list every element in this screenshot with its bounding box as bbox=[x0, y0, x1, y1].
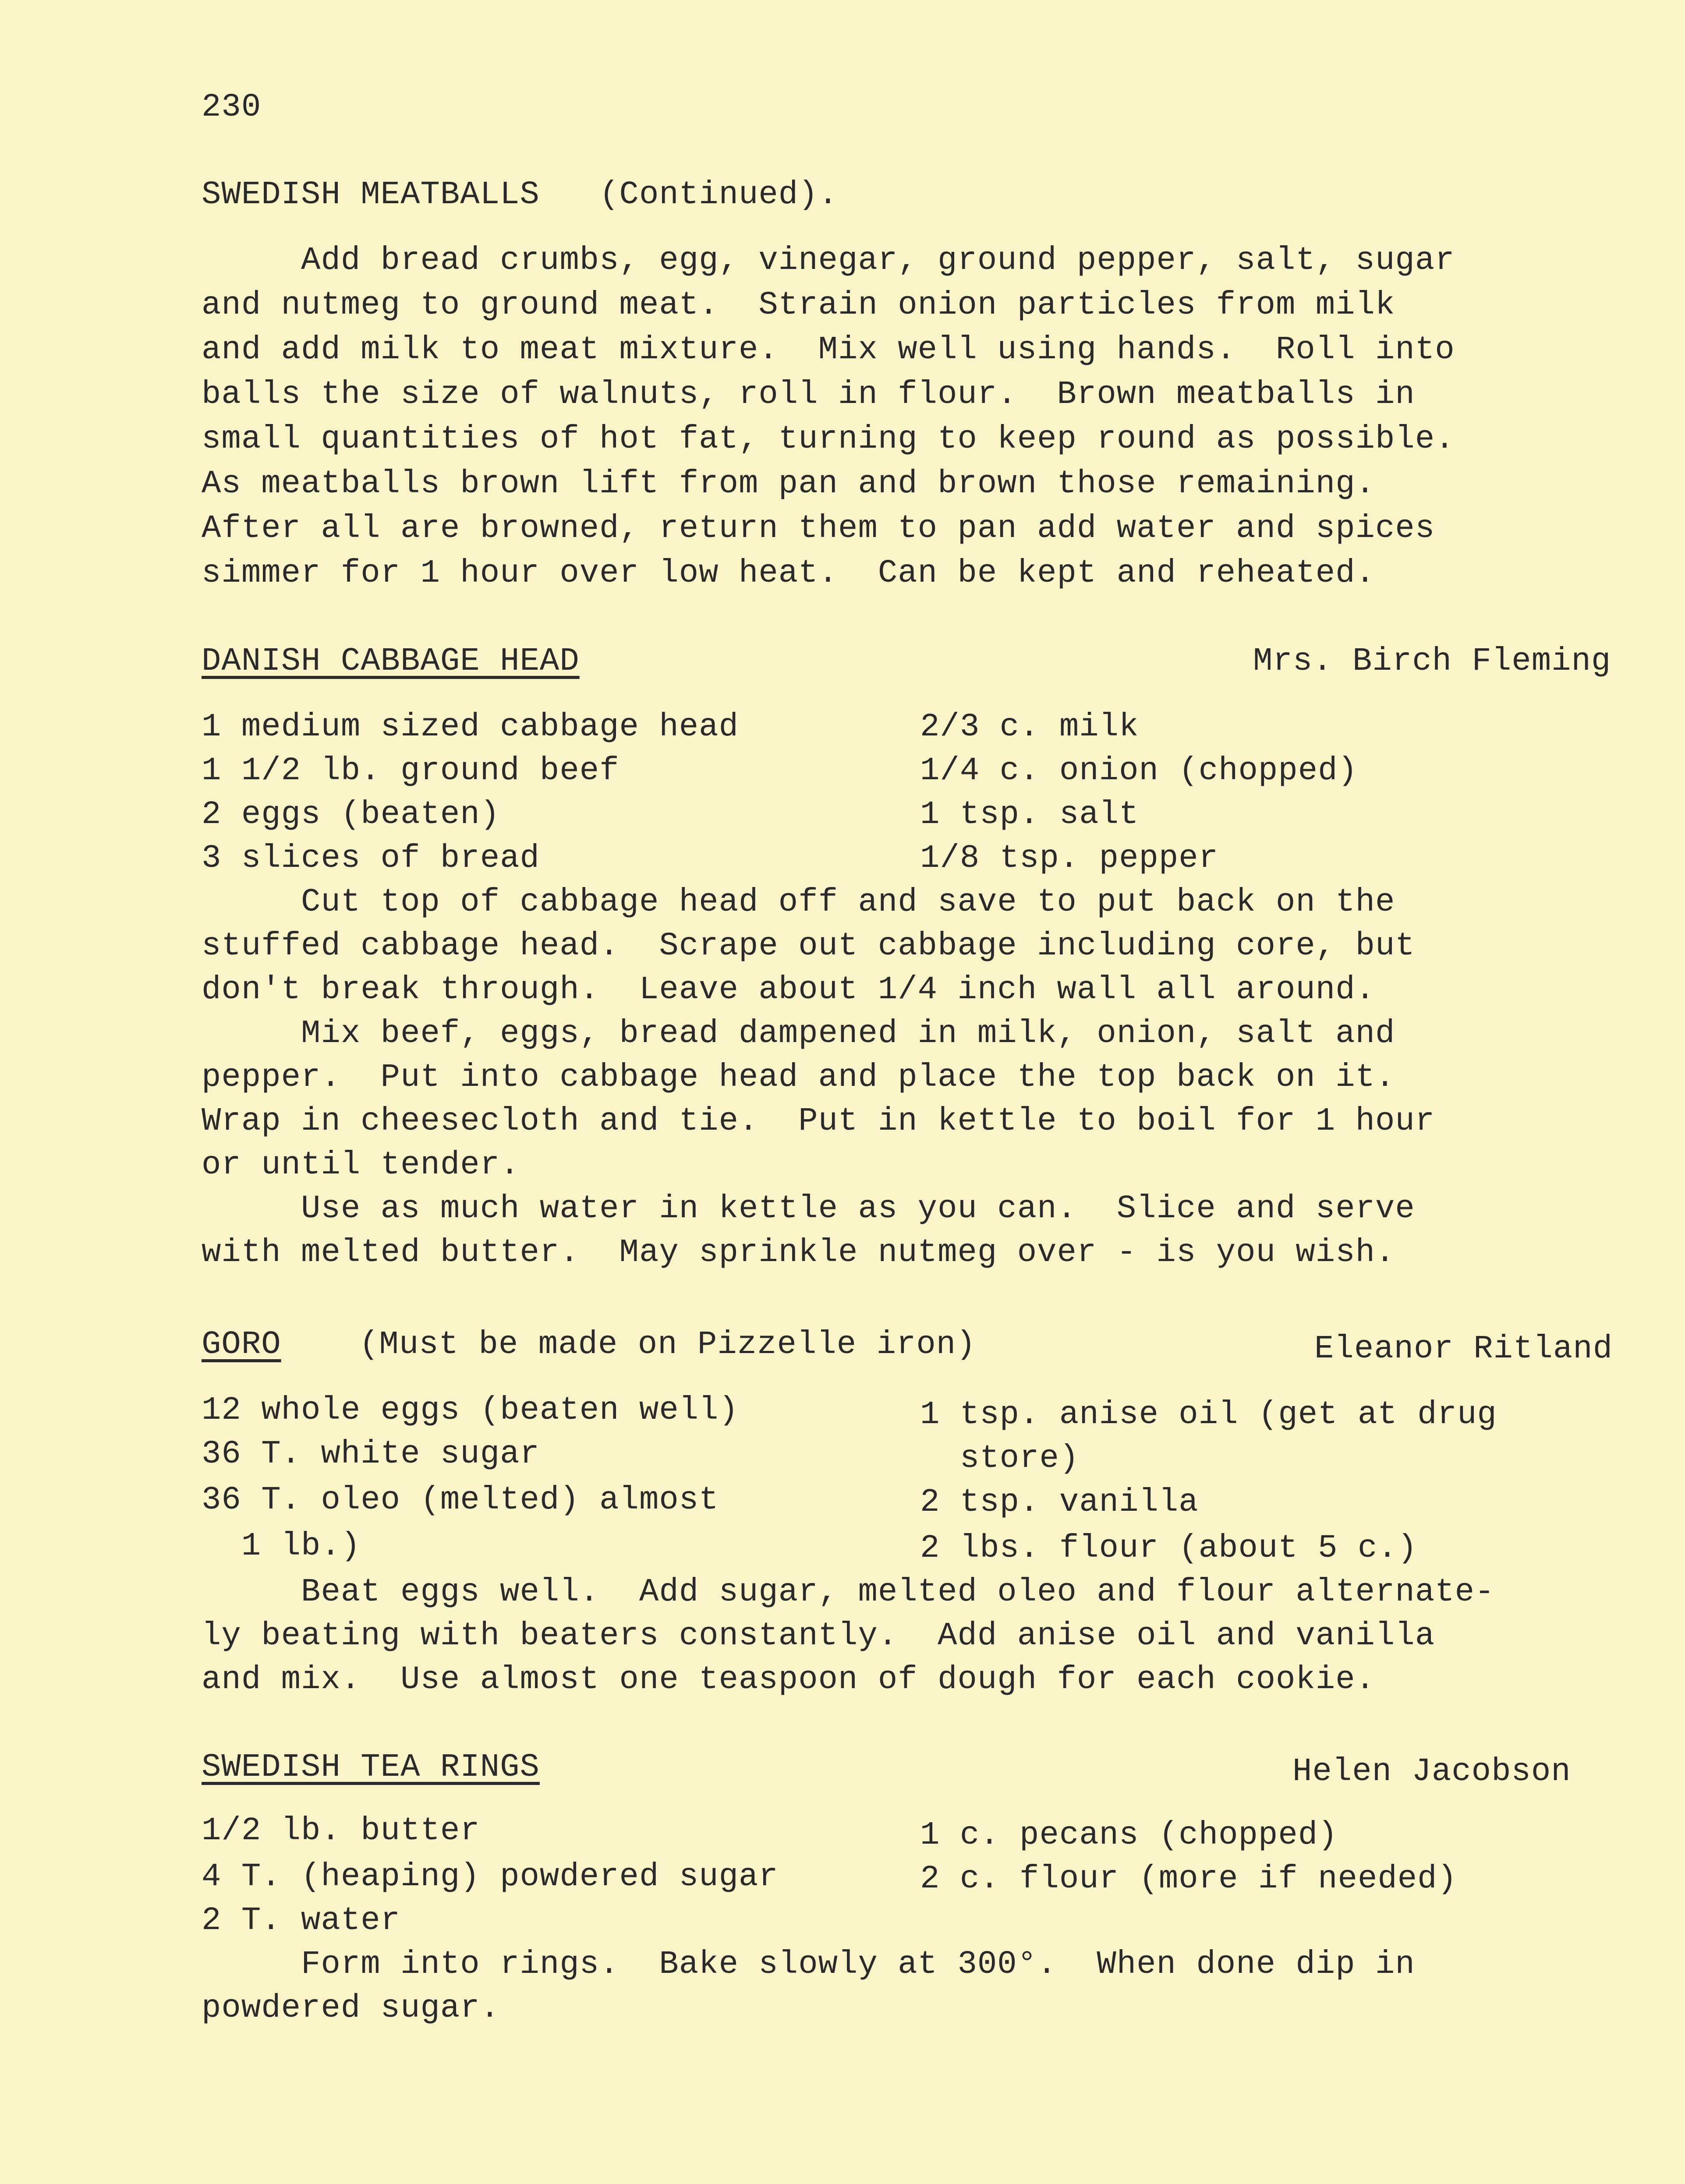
recipe-author: Helen Jacobson bbox=[1292, 1753, 1571, 1790]
meatballs-line: As meatballs brown lift from pan and brown those remaining. bbox=[202, 466, 1376, 502]
cabbage-line: pepper. Put into cabbage head and place the top back on it. bbox=[202, 1059, 1395, 1096]
recipe-title-goro: GORO bbox=[202, 1326, 281, 1363]
meatballs-line: small quantities of hot fat, turning to keep round as possible. bbox=[202, 421, 1455, 458]
ingredient: 3 slices of bread bbox=[202, 840, 540, 877]
ingredient: 1 lb.) bbox=[202, 1528, 361, 1565]
ingredient: 1 tsp. anise oil (get at drug bbox=[920, 1396, 1497, 1433]
cabbage-line: Wrap in cheesecloth and tie. Put in kettle to boil for 1 hour bbox=[202, 1103, 1435, 1140]
ingredient: 1 1/2 lb. ground beef bbox=[202, 753, 619, 789]
meatballs-line: Add bread crumbs, egg, vinegar, ground pepper, salt, sugar bbox=[202, 242, 1455, 279]
ingredient: 36 T. oleo (melted) almost bbox=[202, 1482, 719, 1519]
meatballs-line: balls the size of walnuts, roll in flour. Brown meatballs in bbox=[202, 376, 1415, 413]
cabbage-line: Cut top of cabbage head off and save to put back on the bbox=[202, 884, 1395, 921]
tea-rings-line: Form into rings. Bake slowly at 300°. When done dip in bbox=[202, 1946, 1415, 1983]
ingredient: 2 eggs (beaten) bbox=[202, 796, 500, 833]
cabbage-line: don't break through. Leave about 1/4 inch wall all around. bbox=[202, 972, 1376, 1008]
ingredient: 1/4 c. onion (chopped) bbox=[920, 753, 1358, 789]
ingredient: 1 c. pecans (chopped) bbox=[920, 1817, 1338, 1854]
cabbage-line: Mix beef, eggs, bread dampened in milk, onion, salt and bbox=[202, 1015, 1395, 1052]
ingredient: 1/2 lb. butter bbox=[202, 1813, 480, 1849]
recipe-title-swedish-meatballs: SWEDISH MEATBALLS (Continued). bbox=[202, 177, 839, 213]
meatballs-line: and add milk to meat mixture. Mix well using hands. Roll into bbox=[202, 332, 1455, 368]
cabbage-line: or until tender. bbox=[202, 1147, 520, 1184]
tea-rings-line: powdered sugar. bbox=[202, 1990, 500, 2027]
ingredient: 1 tsp. salt bbox=[920, 796, 1139, 833]
goro-line: Beat eggs well. Add sugar, melted oleo and flour alternate- bbox=[202, 1574, 1495, 1611]
meatballs-line: simmer for 1 hour over low heat. Can be kept and reheated. bbox=[202, 555, 1376, 592]
ingredient: 2/3 c. milk bbox=[920, 709, 1139, 746]
cabbage-line: stuffed cabbage head. Scrape out cabbage including core, but bbox=[202, 928, 1415, 965]
recipe-author: Mrs. Birch Fleming bbox=[1253, 643, 1611, 680]
cabbage-line: with melted butter. May sprinkle nutmeg over - is you wish. bbox=[202, 1234, 1395, 1271]
ingredient: 1 medium sized cabbage head bbox=[202, 709, 739, 746]
ingredient: 2 lbs. flour (about 5 c.) bbox=[920, 1530, 1418, 1567]
ingredient: 2 c. flour (more if needed) bbox=[920, 1861, 1457, 1898]
meatballs-line: After all are browned, return them to pan add water and spices bbox=[202, 510, 1435, 547]
ingredient: 4 T. (heaping) powdered sugar bbox=[202, 1859, 779, 1895]
recipe-author: Eleanor Ritland bbox=[1314, 1331, 1613, 1368]
meatballs-line: and nutmeg to ground meat. Strain onion particles from milk bbox=[202, 287, 1395, 324]
ingredient: 2 T. water bbox=[202, 1902, 401, 1939]
ingredient: 12 whole eggs (beaten well) bbox=[202, 1392, 739, 1429]
recipe-title-danish-cabbage-head: DANISH CABBAGE HEAD bbox=[202, 643, 580, 680]
ingredient: store) bbox=[920, 1440, 1080, 1477]
ingredient: 1/8 tsp. pepper bbox=[920, 840, 1219, 877]
goro-line: and mix. Use almost one teaspoon of dough for each cookie. bbox=[202, 1661, 1376, 1698]
goro-line: ly beating with beaters constantly. Add anise oil and vanilla bbox=[202, 1618, 1435, 1654]
recipe-title-swedish-tea-rings: SWEDISH TEA RINGS bbox=[202, 1749, 540, 1786]
ingredient: 36 T. white sugar bbox=[202, 1436, 540, 1473]
recipe-subtitle: (Must be made on Pizzelle iron) bbox=[359, 1326, 976, 1363]
ingredient: 2 tsp. vanilla bbox=[920, 1484, 1199, 1521]
page-number: 230 bbox=[202, 89, 262, 126]
cabbage-line: Use as much water in kettle as you can. Slice and serve bbox=[202, 1191, 1415, 1227]
